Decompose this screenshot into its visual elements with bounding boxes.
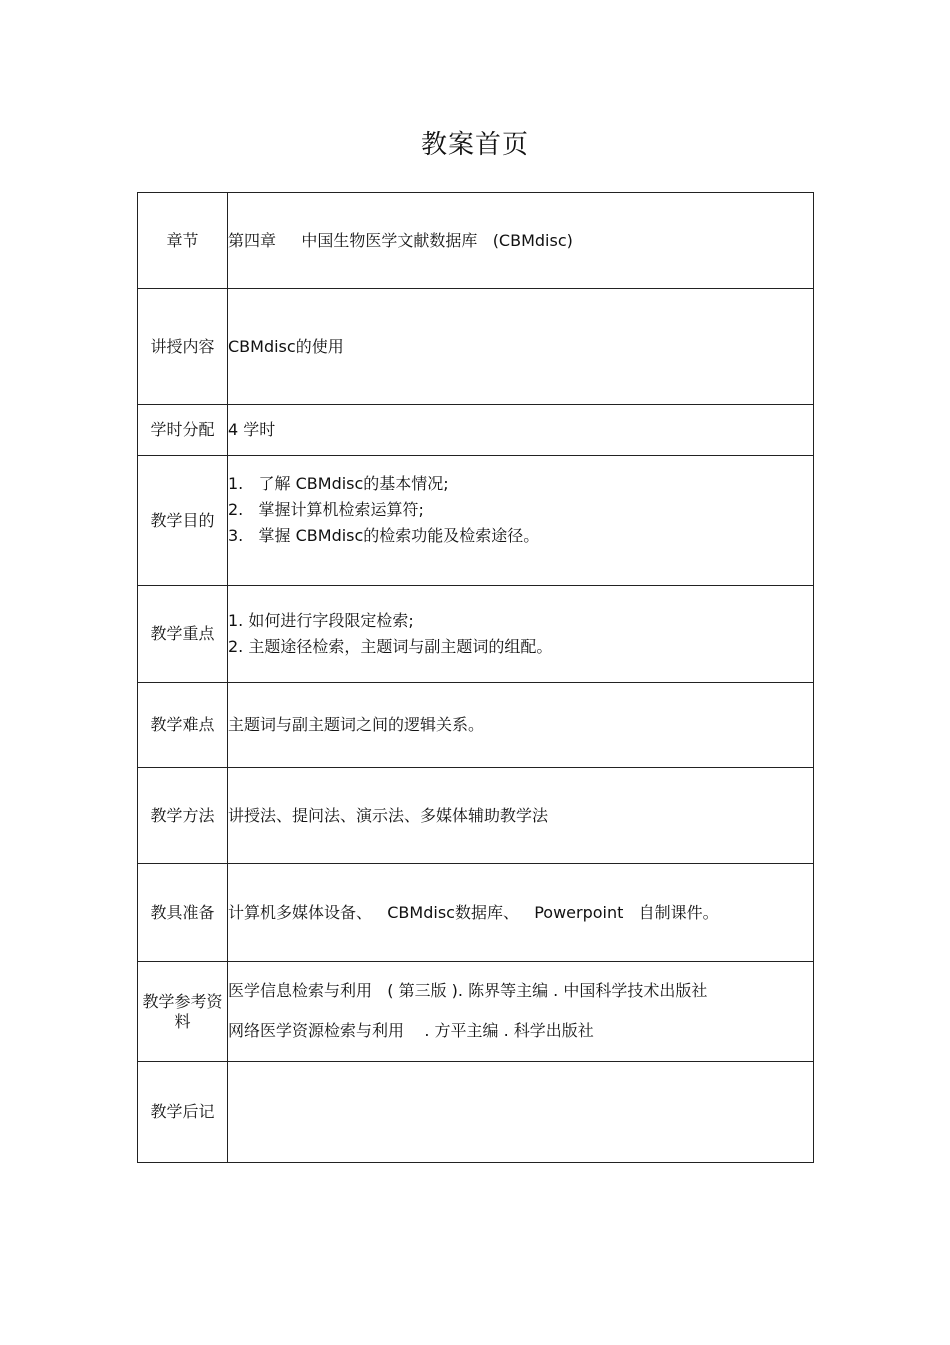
content-line: CBMdisc的使用 — [228, 336, 344, 356]
row-label: 教学后记 — [138, 1062, 228, 1163]
row-content — [228, 683, 814, 768]
content-line: 计算机多媒体设备、 CBMdisc数据库、 Powerpoint 自制课件。 — [228, 902, 719, 922]
row-label: 教学难点 — [138, 683, 228, 768]
row-content — [228, 405, 814, 456]
row-label: 教具准备 — [138, 864, 228, 962]
row-label: 学时分配 — [138, 405, 228, 456]
table-row — [138, 768, 814, 864]
content-line: 网络医学资源检索与利用 . 方平主编 . 科学出版社 — [228, 1021, 594, 1040]
content-line: 讲授法、提问法、演示法、多媒体辅助教学法 — [228, 805, 549, 825]
row-label: 讲授内容 — [138, 289, 228, 405]
content-line: 1. 如何进行字段限定检索; — [228, 611, 414, 630]
table-row — [138, 193, 814, 289]
row-content — [228, 962, 814, 1062]
content-line: 4 学时 — [228, 420, 276, 439]
table-row — [138, 289, 814, 405]
table-row — [138, 864, 814, 962]
row-label: 教学目的 — [138, 456, 228, 586]
table-row — [138, 405, 814, 456]
content-line: 第四章 中国生物医学文献数据库 (CBMdisc) — [228, 230, 573, 250]
row-content — [228, 456, 814, 586]
table-row — [138, 456, 814, 586]
row-label: 教学参考资料 — [138, 962, 228, 1062]
table-row — [138, 586, 814, 683]
content-line: 2. 主题途径检索，主题词与副主题词的组配。 — [228, 637, 553, 656]
content-line: 3. 掌握 CBMdisc的检索功能及检索途径。 — [228, 526, 540, 545]
table-row — [138, 962, 814, 1062]
content-line: 2. 掌握计算机检索运算符; — [228, 500, 424, 519]
row-label: 教学重点 — [138, 586, 228, 683]
row-content — [228, 193, 814, 289]
content-line: 主题词与副主题词之间的逻辑关系。 — [228, 715, 485, 734]
content-line: 1. 了解 CBMdisc的基本情况; — [228, 474, 449, 493]
table-row — [138, 683, 814, 768]
row-label: 教学方法 — [138, 768, 228, 864]
row-content — [228, 289, 814, 405]
table-row — [138, 1062, 814, 1163]
lesson-plan-table — [137, 192, 814, 1163]
content-line: 医学信息检索与利用 ( 第三版 ). 陈界等主编 . 中国科学技术出版社 — [228, 981, 708, 1000]
row-label: 章节 — [138, 193, 228, 289]
row-content — [228, 768, 814, 864]
row-content — [228, 1062, 814, 1163]
row-content — [228, 864, 814, 962]
row-content — [228, 586, 814, 683]
page-title: 教案首页 — [420, 130, 529, 160]
